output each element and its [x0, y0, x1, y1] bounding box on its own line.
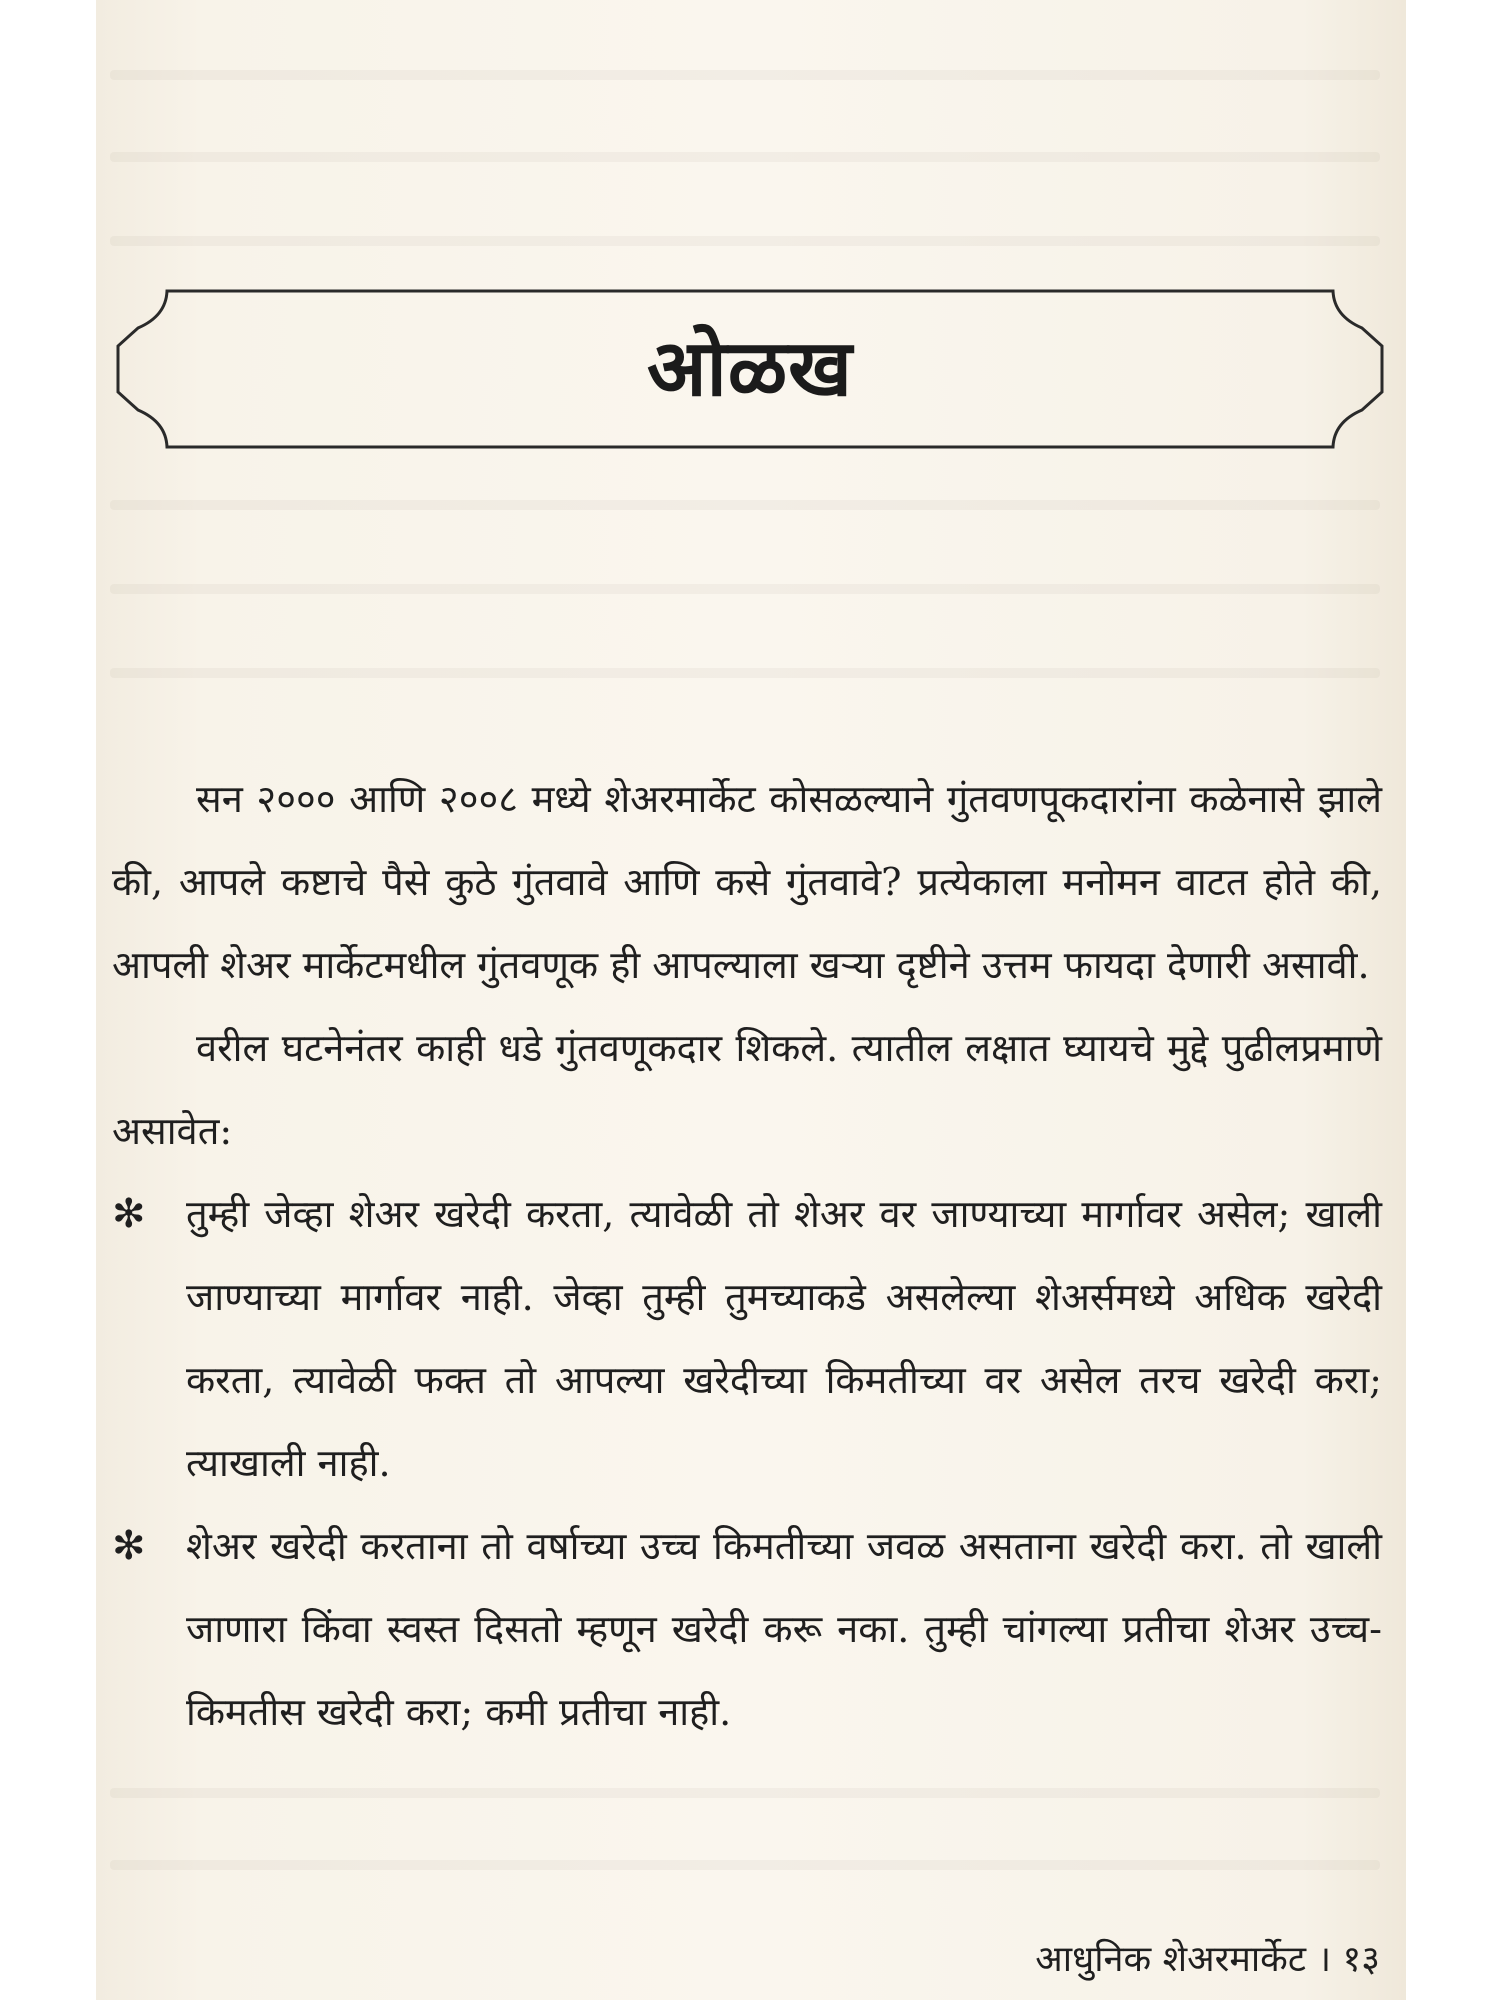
bullet-text: शेअर खरेदी करताना तो वर्षाच्या उच्च किमतीच्या जवळ असताना खरेदी करा. तो खाली जाणारा किंवा स्वस्त दिसतो म्हणून खरेदी करू नका. तुम्ही चांगल्या प्रतीचा शेअर उच्च-किमतीस खरेदी करा; कमी प्रतीचा नाही. [186, 1524, 1382, 1734]
show-through-line [110, 70, 1380, 80]
running-book-title: आधुनिक शेअरमार्केट [1035, 1939, 1306, 1980]
show-through-line [110, 500, 1380, 510]
chapter-title: ओळख [647, 323, 853, 414]
footer-separator: । [1317, 1939, 1332, 1980]
asterisk-bullet-icon: ✻ [112, 1191, 146, 1237]
page-footer [860, 1933, 1380, 1982]
page-number: १३ [1342, 1939, 1380, 1980]
chapter-title-frame [112, 286, 1388, 452]
show-through-line [110, 668, 1380, 678]
body-text [112, 758, 1382, 1754]
bullet-item [112, 1173, 1382, 1505]
show-through-line [110, 152, 1380, 162]
show-through-line [110, 1788, 1380, 1798]
bullet-item [112, 1505, 1382, 1754]
asterisk-bullet-icon: ✻ [112, 1523, 146, 1569]
bullet-text: तुम्ही जेव्हा शेअर खरेदी करता, त्यावेळी तो शेअर वर जाण्याच्या मार्गावर असेल; खाली जाण्याच्या मार्गावर नाही. जेव्हा तुम्ही तुमच्याकडे असलेल्या शेअर्समध्ये अधिक खरेदी करता, त्यावेळी फक्त तो आपल्या खरेदीच्या किमतीच्या वर असेल तरच खरेदी करा; त्याखाली नाही. [186, 1192, 1382, 1485]
paragraph: सन २००० आणि २००८ मध्ये शेअरमार्केट कोसळल्याने गुंतवणपूकदारांना कळेनासे झाले की, आपले कष्टाचे पैसे कुठे गुंतवावे आणि कसे गुंतवावे? प्रत्येकाला मनोमन वाटत होते की, आपली शेअर मार्केटमधील गुंतवणूक ही आपल्याला खऱ्या दृष्टीने उत्तम फायदा देणारी असावी. [112, 777, 1382, 987]
paragraph: वरील घटनेनंतर काही धडे गुंतवणूकदार शिकले. त्यातील लक्षात घ्यायचे मुद्दे पुढीलप्रमाणे असावेत: [112, 1026, 1382, 1153]
show-through-line [110, 236, 1380, 246]
show-through-line [110, 1860, 1380, 1870]
show-through-line [110, 584, 1380, 594]
